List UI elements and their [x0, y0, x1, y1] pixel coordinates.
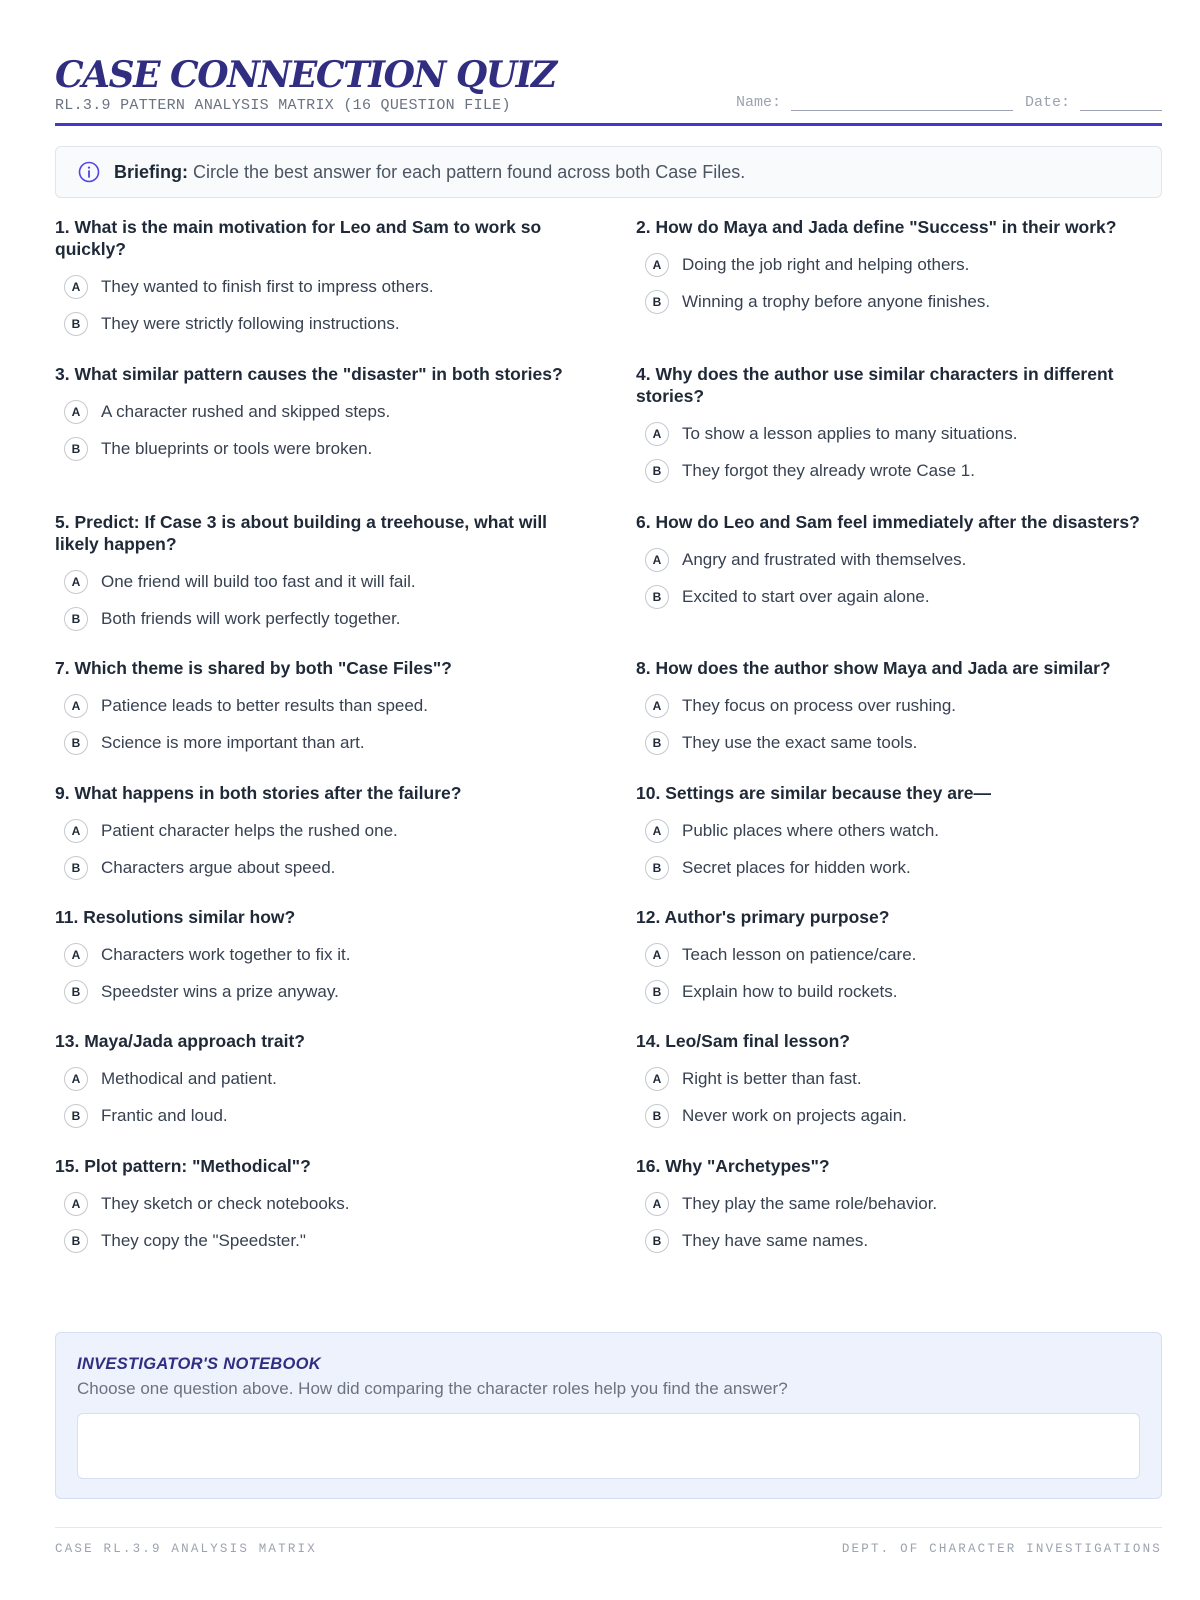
option-b[interactable]: [55, 724, 595, 761]
option-b[interactable]: [55, 600, 595, 637]
option-text: They use the exact same tools.: [682, 732, 918, 752]
option-letter-circle[interactable]: B: [64, 1104, 88, 1128]
briefing-text: [114, 162, 745, 183]
answer-options: [55, 812, 595, 886]
option-a[interactable]: [636, 541, 1176, 578]
answer-options: [55, 393, 595, 467]
option-a[interactable]: [55, 1060, 595, 1097]
option-letter-circle[interactable]: B: [645, 585, 669, 609]
option-letter-circle[interactable]: A: [645, 1192, 669, 1216]
option-b[interactable]: [636, 849, 1176, 886]
option-b[interactable]: [636, 452, 1176, 489]
option-text: They play the same role/behavior.: [682, 1193, 938, 1213]
question-text: 7. Which theme is shared by both "Case Files"?: [55, 658, 452, 678]
option-letter-circle[interactable]: A: [64, 943, 88, 967]
option-b[interactable]: [636, 1097, 1176, 1134]
briefing-box: [55, 146, 1162, 198]
option-text: Right is better than fast.: [682, 1068, 862, 1088]
notebook-prompt: Choose one question above. How did comparing the character roles help you find the answer?: [77, 1379, 788, 1398]
answer-options: [636, 541, 1176, 615]
name-date-fields: [736, 94, 1162, 111]
option-letter-circle[interactable]: B: [64, 607, 88, 631]
option-a[interactable]: [55, 812, 595, 849]
option-text: One friend will build too fast and it will fail.: [101, 571, 416, 591]
investigator-notebook: [55, 1332, 1162, 1499]
answer-options: [55, 936, 595, 1010]
answer-options: [55, 563, 595, 637]
option-a[interactable]: [55, 1185, 595, 1222]
option-letter-circle[interactable]: A: [64, 1067, 88, 1091]
question-text: 4. Why does the author use similar characters in different stories?: [636, 364, 1114, 406]
option-text: Angry and frustrated with themselves.: [682, 549, 967, 569]
option-b[interactable]: [636, 724, 1176, 761]
briefing-instructions: Circle the best answer for each pattern found across both Case Files.: [188, 161, 746, 182]
notebook-answer-field[interactable]: [77, 1413, 1140, 1479]
option-b[interactable]: [55, 305, 595, 342]
option-text: Frantic and loud.: [101, 1105, 228, 1125]
option-letter-circle[interactable]: A: [645, 694, 669, 718]
briefing-label: Briefing:: [114, 161, 188, 182]
notebook-title: INVESTIGATOR'S NOTEBOOK: [77, 1355, 321, 1373]
option-a[interactable]: [636, 687, 1176, 724]
answer-options: [636, 936, 1176, 1010]
question-16: [636, 1155, 1176, 1259]
option-letter-circle[interactable]: B: [645, 980, 669, 1004]
option-a[interactable]: [636, 812, 1176, 849]
option-a[interactable]: [636, 415, 1176, 452]
option-text: Winning a trophy before anyone finishes.: [682, 291, 991, 311]
option-text: Both friends will work perfectly together.: [101, 608, 401, 628]
option-letter-circle[interactable]: B: [64, 856, 88, 880]
answer-options: [55, 1060, 595, 1134]
option-text: They forgot they already wrote Case 1.: [682, 460, 975, 480]
question-text: 11. Resolutions similar how?: [55, 907, 296, 927]
option-text: Teach lesson on patience/care.: [682, 944, 917, 964]
option-text: Secret places for hidden work.: [682, 857, 911, 877]
question-text: 14. Leo/Sam final lesson?: [636, 1031, 850, 1051]
question-4: [636, 363, 1176, 489]
option-letter-circle[interactable]: B: [645, 1104, 669, 1128]
option-b[interactable]: [55, 849, 595, 886]
option-a[interactable]: [636, 936, 1176, 973]
option-text: They copy the "Speedster.": [101, 1230, 306, 1250]
option-letter-circle[interactable]: A: [645, 548, 669, 572]
question-14: [636, 1030, 1176, 1134]
question-12: [636, 906, 1176, 1010]
option-letter-circle[interactable]: A: [645, 819, 669, 843]
option-text: Patience leads to better results than speed.: [101, 695, 428, 715]
option-letter-circle[interactable]: B: [645, 290, 669, 314]
question-8: [636, 657, 1176, 761]
option-b[interactable]: [55, 973, 595, 1010]
option-text: Explain how to build rockets.: [682, 981, 898, 1001]
answer-options: [636, 415, 1176, 489]
option-text: To show a lesson applies to many situations.: [682, 423, 1018, 443]
date-field[interactable]: [1080, 95, 1162, 111]
question-11: [55, 906, 595, 1010]
option-letter-circle[interactable]: B: [64, 1229, 88, 1253]
option-text: Characters work together to fix it.: [101, 944, 351, 964]
option-text: Characters argue about speed.: [101, 857, 336, 877]
question-text: 5. Predict: If Case 3 is about building a treehouse, what will likely happen?: [55, 512, 548, 554]
option-text: Never work on projects again.: [682, 1105, 907, 1125]
question-text: 13. Maya/Jada approach trait?: [55, 1031, 305, 1051]
option-letter-circle[interactable]: A: [64, 570, 88, 594]
answer-options: [636, 1060, 1176, 1134]
footer-right-text: DEPT. OF CHARACTER INVESTIGATIONS: [841, 1542, 1162, 1556]
option-letter-circle[interactable]: A: [64, 819, 88, 843]
question-text: 6. How do Leo and Sam feel immediately after the disasters?: [636, 512, 1140, 532]
question-5: [55, 511, 595, 637]
question-2: [636, 216, 1176, 320]
option-a[interactable]: [636, 1185, 1176, 1222]
question-15: [55, 1155, 595, 1259]
option-text: They sketch or check notebooks.: [101, 1193, 350, 1213]
question-text: 2. How do Maya and Jada define "Success" in their work?: [636, 217, 1117, 237]
option-text: Science is more important than art.: [101, 732, 365, 752]
answer-options: [636, 246, 1176, 320]
option-a[interactable]: [636, 1060, 1176, 1097]
option-text: A character rushed and skipped steps.: [101, 401, 391, 421]
option-a[interactable]: [55, 393, 595, 430]
question-6: [636, 511, 1176, 615]
option-a[interactable]: [55, 936, 595, 973]
answer-options: [55, 1185, 595, 1259]
option-letter-circle[interactable]: A: [645, 943, 669, 967]
option-b[interactable]: [55, 1222, 595, 1259]
option-text: They have same names.: [682, 1230, 869, 1250]
page-title: CASE CONNECTION QUIZ: [55, 54, 556, 96]
question-9: [55, 782, 595, 886]
name-label: Name:: [735, 94, 781, 111]
answer-options: [636, 1185, 1176, 1259]
option-text: They wanted to finish first to impress others.: [101, 276, 434, 296]
option-text: They focus on process over rushing.: [682, 695, 957, 715]
option-a[interactable]: [55, 268, 595, 305]
option-letter-circle[interactable]: B: [645, 1229, 669, 1253]
option-a[interactable]: [55, 687, 595, 724]
option-letter-circle[interactable]: A: [645, 1067, 669, 1091]
option-text: Excited to start over again alone.: [682, 586, 930, 606]
option-a[interactable]: [636, 246, 1176, 283]
option-letter-circle[interactable]: A: [64, 400, 88, 424]
option-letter-circle[interactable]: B: [64, 980, 88, 1004]
option-text: Public places where others watch.: [682, 820, 940, 840]
option-letter-circle[interactable]: B: [645, 459, 669, 483]
question-text: 10. Settings are similar because they are—: [636, 783, 992, 803]
option-b[interactable]: [636, 578, 1176, 615]
option-b[interactable]: [636, 973, 1176, 1010]
answer-options: [636, 687, 1176, 761]
worksheet-page: [55, 0, 1162, 1600]
option-b[interactable]: [55, 1097, 595, 1134]
page-subtitle: RL.3.9 PATTERN ANALYSIS MATRIX (16 QUESTION FILE): [55, 97, 511, 114]
question-text: 8. How does the author show Maya and Jada are similar?: [636, 658, 1111, 678]
question-text: 15. Plot pattern: "Methodical"?: [55, 1156, 311, 1176]
question-10: [636, 782, 1176, 886]
option-letter-circle[interactable]: A: [645, 253, 669, 277]
footer-left-text: CASE RL.3.9 ANALYSIS MATRIX: [55, 1542, 317, 1556]
option-b[interactable]: [55, 430, 595, 467]
info-icon: [78, 161, 100, 183]
answer-options: [55, 268, 595, 342]
question-text: 3. What similar pattern causes the "disaster" in both stories?: [55, 364, 563, 384]
option-text: Speedster wins a prize anyway.: [101, 981, 339, 1001]
answer-options: [55, 687, 595, 761]
option-b[interactable]: [636, 283, 1176, 320]
date-label: Date:: [1024, 94, 1070, 111]
option-letter-circle[interactable]: B: [64, 312, 88, 336]
option-text: Doing the job right and helping others.: [682, 254, 970, 274]
option-a[interactable]: [55, 563, 595, 600]
question-3: [55, 363, 595, 467]
answer-options: [636, 812, 1176, 886]
page-footer: [55, 1527, 1162, 1557]
option-text: Patient character helps the rushed one.: [101, 820, 398, 840]
worksheet-header: [55, 52, 1162, 126]
option-text: The blueprints or tools were broken.: [101, 438, 373, 458]
option-b[interactable]: [636, 1222, 1176, 1259]
question-text: 12. Author's primary purpose?: [636, 907, 890, 927]
option-letter-circle[interactable]: B: [64, 731, 88, 755]
question-7: [55, 657, 595, 761]
question-1: [55, 216, 595, 342]
question-text: 16. Why "Archetypes"?: [636, 1156, 830, 1176]
option-text: They were strictly following instructions.: [101, 313, 400, 333]
option-letter-circle[interactable]: A: [64, 694, 88, 718]
question-text: 9. What happens in both stories after the failure?: [55, 783, 462, 803]
option-letter-circle[interactable]: B: [645, 731, 669, 755]
option-letter-circle[interactable]: B: [645, 856, 669, 880]
option-letter-circle[interactable]: A: [64, 1192, 88, 1216]
option-letter-circle[interactable]: A: [645, 422, 669, 446]
option-letter-circle[interactable]: A: [64, 275, 88, 299]
option-text: Methodical and patient.: [101, 1068, 277, 1088]
question-text: 1. What is the main motivation for Leo and Sam to work so quickly?: [55, 217, 542, 259]
question-13: [55, 1030, 595, 1134]
option-letter-circle[interactable]: B: [64, 437, 88, 461]
name-field[interactable]: [791, 95, 1013, 111]
